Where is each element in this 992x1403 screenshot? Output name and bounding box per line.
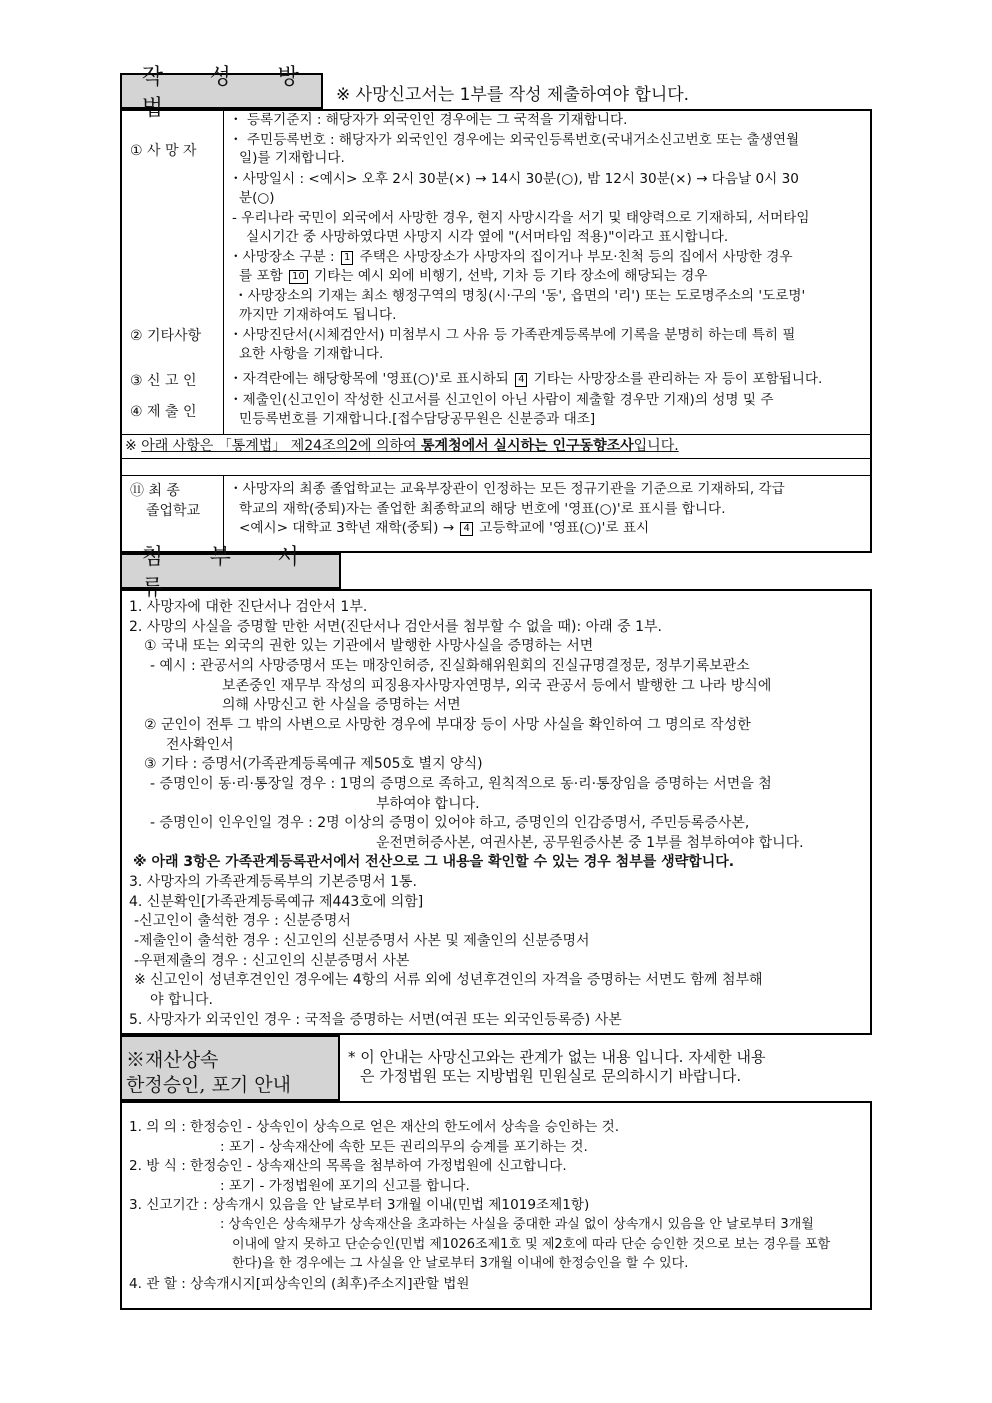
instruction-line: 분(○) (239, 190, 275, 206)
section3-box (120, 1101, 872, 1310)
inheritance-line: 한다)을 한 경우에는 그 사실을 안 날로부터 3개월 이내에 한정승인을 할 수 있다. (232, 1256, 689, 1271)
attachment-line: 전사확인서 (166, 737, 234, 753)
attachment-line: - 증명인이 동·리·통장일 경우 : 1명의 증명으로 족하고, 원칙적으로 동·리·통장임을 증명하는 서면을 첨 (150, 776, 772, 792)
section1-box (120, 109, 872, 553)
instruction-line: ・ 주민등록번호 : 해당자가 외국인인 경우에는 외국인등록번호(국내거소신고번호 또는 출생연월 (229, 132, 800, 148)
attachment-line: ※ 아래 3항은 가족관계등록관서에서 전산으로 그 내용을 확인할 수 있는 경우 첨부를 생략합니다. (133, 854, 735, 870)
survey-note (125, 437, 679, 455)
attachment-line: 2. 사망의 사실을 증명할 만한 서면(진단서나 검안서를 첨부할 수 없을 때): 아래 중 1부. (129, 619, 662, 635)
text: 기타는 사망장소를 관리하는 자 등이 포함됩니다. (529, 371, 823, 387)
note-line: 은 가정법원 또는 지방법원 민원실로 문의하시기 바랍니다. (360, 1067, 742, 1085)
section3-header (120, 1035, 340, 1101)
section1-header: 작 성 방 법 (120, 73, 323, 109)
instruction-line: ・사망장소의 기재는 최소 행정구역의 명칭(시·구의 '동', 읍면의 '리') 또는 도로명주소의 '도로명' (234, 288, 806, 304)
text: 주택은 사망장소가 사망자의 집이거나 부모·친척 등의 집에서 사망한 경우 (355, 249, 793, 265)
note-line: * 이 안내는 사망신고와는 관계가 없는 내용 입니다. 자세한 내용 (348, 1048, 766, 1066)
instruction-line: - 우리나라 국민이 외국에서 사망한 경우, 현지 사망시각을 서기 및 태양력으로 기재하되, 서머타임 (232, 210, 810, 226)
attachment-line: 보존중인 재무부 작성의 피징용자사망자연명부, 외국 관공서 등에서 발행한 그 나라 방식에 (222, 678, 772, 694)
instruction-line (229, 370, 822, 388)
section3-header-line: 한정승인, 포기 안내 (126, 1074, 291, 1096)
box-number: 4 (515, 373, 527, 387)
instruction-line: ・제출인(신고인이 작성한 신고서를 신고인이 아닌 사람이 제출할 경우만 기재)의 성명 및 주 (229, 392, 774, 408)
text: 기타는 예시 외에 비행기, 선박, 기차 등 기타 장소에 해당되는 경우 (309, 268, 708, 284)
divider (122, 434, 870, 435)
attachment-line: 부하여야 합니다. (376, 796, 480, 812)
instruction-line: 까지만 기재하여도 됩니다. (239, 307, 397, 323)
text: 를 포함 (239, 268, 288, 284)
text: 고등학교에 '영표(○)'로 표시 (474, 520, 650, 536)
instruction-line: 민등록번호를 기재합니다.[접수담당공무원은 신분증과 대조] (239, 411, 596, 427)
instruction-line (229, 248, 792, 266)
instruction-line (239, 267, 707, 285)
inheritance-line: 1. 의 의 : 한정승인 - 상속인이 상속으로 얻은 재산의 한도에서 상속을 승인하는 것. (129, 1119, 620, 1135)
instruction-line: ・사망일시 : <예시> 오후 2시 30분(×) → 14시 30분(○), 밤 12시 30분(×) → 다음날 0시 30 (229, 171, 799, 187)
attachment-line: -우편제출의 경우 : 신고인의 신분증명서 사본 (134, 953, 410, 969)
attachment-line: 5. 사망자가 외국인인 경우 : 국적을 증명하는 서면(여권 또는 외국인등록증) 사본 (129, 1012, 622, 1028)
inheritance-line: 이내에 알지 못하고 단순승인(민법 제1026조제1호 및 제2호에 따라 단순 승인한 것으로 보는 경우를 포함 (232, 1237, 831, 1252)
attachment-line: 1. 사망자에 대한 진단서나 검안서 1부. (129, 599, 368, 615)
inheritance-line: : 상속인은 상속채무가 상속재산을 초과하는 사실을 중대한 과실 없이 상속개시 있음을 안 날로부터 3개월 (220, 1217, 814, 1232)
attachment-line: -신고인이 출석한 경우 : 신분증명서 (134, 913, 351, 929)
text: 통계청에서 실시하는 인구동향조사 (421, 438, 634, 454)
attachment-line: ② 군인이 전투 그 밖의 사변으로 사망한 경우에 부대장 등이 사망 사실을 확인하여 그 명의로 작성한 (144, 717, 751, 733)
box-number: 1 (341, 251, 353, 265)
attachment-line: 3. 사망자의 가족관계등록부의 기본증명서 1통. (129, 874, 417, 890)
attachment-line: -제출인이 출석한 경우 : 신고인의 신분증명서 사본 및 제출인의 신분증명서 (134, 933, 590, 949)
instruction-line: 실시기간 중 사망하였다면 사망지 시각 옆에 "(서머타임 적용)"이라고 표시합니다. (246, 229, 729, 245)
attachment-line: 4. 신분확인[가족관계등록예규 제443호에 의함] (129, 894, 424, 910)
instruction-line: ・사망자의 최종 졸업학교는 교육부장관이 인정하는 모든 정규기관을 기준으로 기재하되, 각급 (229, 481, 785, 497)
instruction-line: 요한 사항을 기재합니다. (239, 346, 384, 362)
attachment-line: 운전면허증사본, 여권사본, 공무원증사본 중 1부를 첨부하여야 합니다. (376, 835, 804, 851)
section2-header: 첨 부 서 류 (120, 553, 341, 589)
inheritance-line: : 포기 - 가정법원에 포기의 신고를 합니다. (220, 1178, 470, 1194)
label-deceased: ① 사 망 자 (130, 143, 197, 159)
text: 입니다. (633, 438, 679, 454)
attachment-line: 야 합니다. (150, 992, 213, 1008)
label-divider (223, 111, 224, 434)
instruction-line: 일)를 기재합니다. (239, 150, 345, 166)
attachment-line: - 증명인이 인우인일 경우 : 2명 이상의 증명이 있어야 하고, 증명인의 인감증명서, 주민등록증사본, (150, 815, 750, 831)
divider (122, 458, 870, 459)
inheritance-line: 2. 방 식 : 한정승인 - 상속재산의 목록을 첨부하여 가정법원에 신고합니다. (129, 1158, 567, 1174)
instruction-line (239, 519, 649, 537)
inheritance-line: 4. 관 할 : 상속개시지[피상속인의 (최후)주소지]관할 법원 (129, 1276, 470, 1292)
label-school: ⑪ 최 종 (130, 483, 180, 499)
label-other: ② 기타사항 (130, 328, 202, 344)
label-school: 졸업학교 (146, 503, 201, 519)
section3-note (348, 1048, 765, 1086)
instruction-line: 학교의 재학(중퇴)자는 졸업한 최종학교의 해당 번호에 '영표(○)'로 표시를 합니다. (239, 501, 726, 517)
section1-note: ※ 사망신고서는 1부를 작성 제출하여야 합니다. (336, 85, 690, 105)
divider (122, 475, 870, 476)
text: ※ (125, 438, 142, 454)
attachment-line: ③ 기타 : 증명서(가족관계등록예규 제505호 별지 양식) (144, 756, 483, 772)
text: ・자격란에는 해당항목에 '영표(○)'로 표시하되 (229, 371, 514, 387)
attachment-line: ※ 신고인이 성년후견인인 경우에는 4항의 서류 외에 성년후견인의 자격을 증명하는 서면도 함께 첨부해 (134, 972, 763, 988)
instruction-line: ・ 등록기준지 : 해당자가 외국인인 경우에는 그 국적을 기재합니다. (229, 112, 628, 128)
inheritance-line: : 포기 - 상속재산에 속한 모든 권리의무의 승계를 포기하는 것. (220, 1139, 588, 1155)
box-number: 4 (460, 522, 472, 536)
section2-box (120, 589, 872, 1035)
box-number: 10 (289, 270, 308, 284)
attachment-line: - 예시 : 관공서의 사망증명서 또는 매장인허증, 진실화해위원회의 진실규명결정문, 정부기록보관소 (150, 658, 750, 674)
text: 아래 사항은 「통계법」 제24조의2에 의하여 (141, 438, 422, 454)
section3-header-line: ※재산상속 (126, 1049, 219, 1071)
text: <예시> 대학교 3학년 재학(중퇴) → (239, 520, 459, 536)
label-submitter: ④ 제 출 인 (130, 404, 197, 420)
instruction-line: ・사망진단서(시체검안서) 미첨부시 그 사유 등 가족관계등록부에 기록을 분명히 하는데 특히 필 (229, 327, 796, 343)
attachment-line: ① 국내 또는 외국의 권한 있는 기관에서 발행한 사망사실을 증명하는 서면 (144, 638, 594, 654)
text: ・사망장소 구분 : (229, 249, 339, 265)
label-reporter: ③ 신 고 인 (130, 373, 197, 389)
inheritance-line: 3. 신고기간 : 상속개시 있음을 안 날로부터 3개월 이내(민법 제1019조제1항) (129, 1197, 590, 1213)
attachment-line: 의해 사망신고 한 사실을 증명하는 서면 (222, 697, 461, 713)
